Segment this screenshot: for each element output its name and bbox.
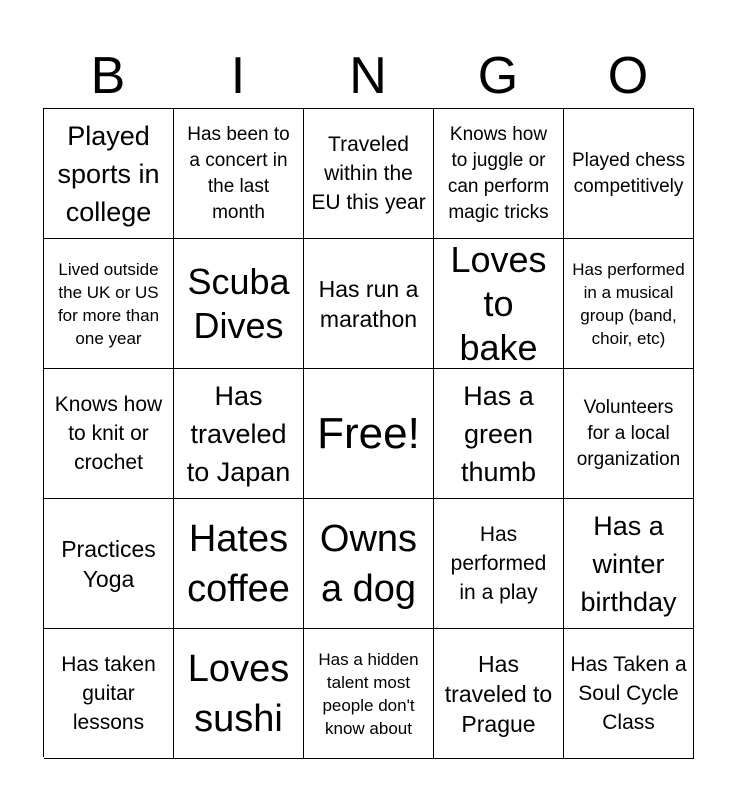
cell-text: Played chess competitively (571, 149, 685, 197)
header-letter-i: I (230, 47, 246, 105)
bingo-cell[interactable] (44, 499, 174, 629)
bingo-cell[interactable] (174, 239, 304, 369)
cell-text: Loves sushi (187, 647, 290, 740)
bingo-cell[interactable] (434, 499, 564, 629)
bingo-cell[interactable] (44, 369, 174, 499)
cell-text: Has a green thumb (460, 380, 537, 487)
bingo-cell[interactable] (564, 629, 694, 759)
cell-text: Has traveled to Japan (186, 380, 291, 487)
bingo-cell[interactable] (44, 629, 174, 759)
bingo-cell[interactable] (434, 369, 564, 499)
cell-text: Practices Yoga (61, 535, 156, 592)
cell-text: Traveled within the EU this year (311, 133, 426, 214)
cell-text: Has run a marathon (318, 275, 419, 332)
bingo-cell[interactable] (174, 499, 304, 629)
cell-text: Has a hidden talent most people don't know about (318, 649, 419, 738)
bingo-cell[interactable] (174, 369, 304, 499)
bingo-cell[interactable] (304, 369, 434, 499)
bingo-cell[interactable] (44, 239, 174, 369)
bingo-cell[interactable] (564, 369, 694, 499)
bingo-cell[interactable] (174, 109, 304, 239)
header-letter-n: N (349, 47, 387, 105)
bingo-cell[interactable] (564, 499, 694, 629)
cell-text: Scuba Dives (187, 260, 290, 346)
cell-text: Owns a dog (319, 517, 418, 610)
bingo-cell[interactable] (174, 629, 304, 759)
bingo-cell[interactable] (564, 239, 694, 369)
header-letter-b: B (90, 47, 126, 105)
free-space: Free! (317, 408, 420, 458)
cell-text: Has taken guitar lessons (61, 653, 156, 734)
bingo-cell[interactable] (434, 239, 564, 369)
cell-text: Has performed in a play (450, 523, 547, 604)
cell-text: Knows how to knit or crochet (54, 393, 163, 474)
cell-text: Hates coffee (187, 517, 290, 610)
cell-text: Has traveled to Prague (444, 650, 553, 737)
bingo-cell[interactable] (304, 239, 434, 369)
cell-text: Lived outside the UK or US for more than one year (57, 259, 160, 348)
cell-text: Played sports in college (57, 120, 160, 227)
bingo-grid (43, 108, 694, 757)
cell-text: Volunteers for a local organization (576, 396, 681, 470)
bingo-header (43, 44, 693, 108)
bingo-cell[interactable] (304, 629, 434, 759)
bingo-cell[interactable] (44, 109, 174, 239)
bingo-cell[interactable] (304, 499, 434, 629)
cell-text: Loves to bake (450, 239, 547, 368)
header-letter-o: O (607, 47, 649, 105)
cell-text: Has a winter birthday (580, 510, 677, 617)
bingo-cell[interactable] (564, 109, 694, 239)
bingo-cell[interactable] (434, 109, 564, 239)
header-letter-g: G (477, 47, 519, 105)
cell-text: Knows how to juggle or can perform magic tricks (447, 123, 550, 223)
bingo-cell[interactable] (304, 109, 434, 239)
cell-text: Has Taken a Soul Cycle Class (570, 653, 687, 734)
bingo-cell[interactable] (434, 629, 564, 759)
cell-text: Has been to a concert in the last month (187, 123, 290, 223)
cell-text: Has performed in a musical group (band, choir, etc) (572, 259, 685, 348)
